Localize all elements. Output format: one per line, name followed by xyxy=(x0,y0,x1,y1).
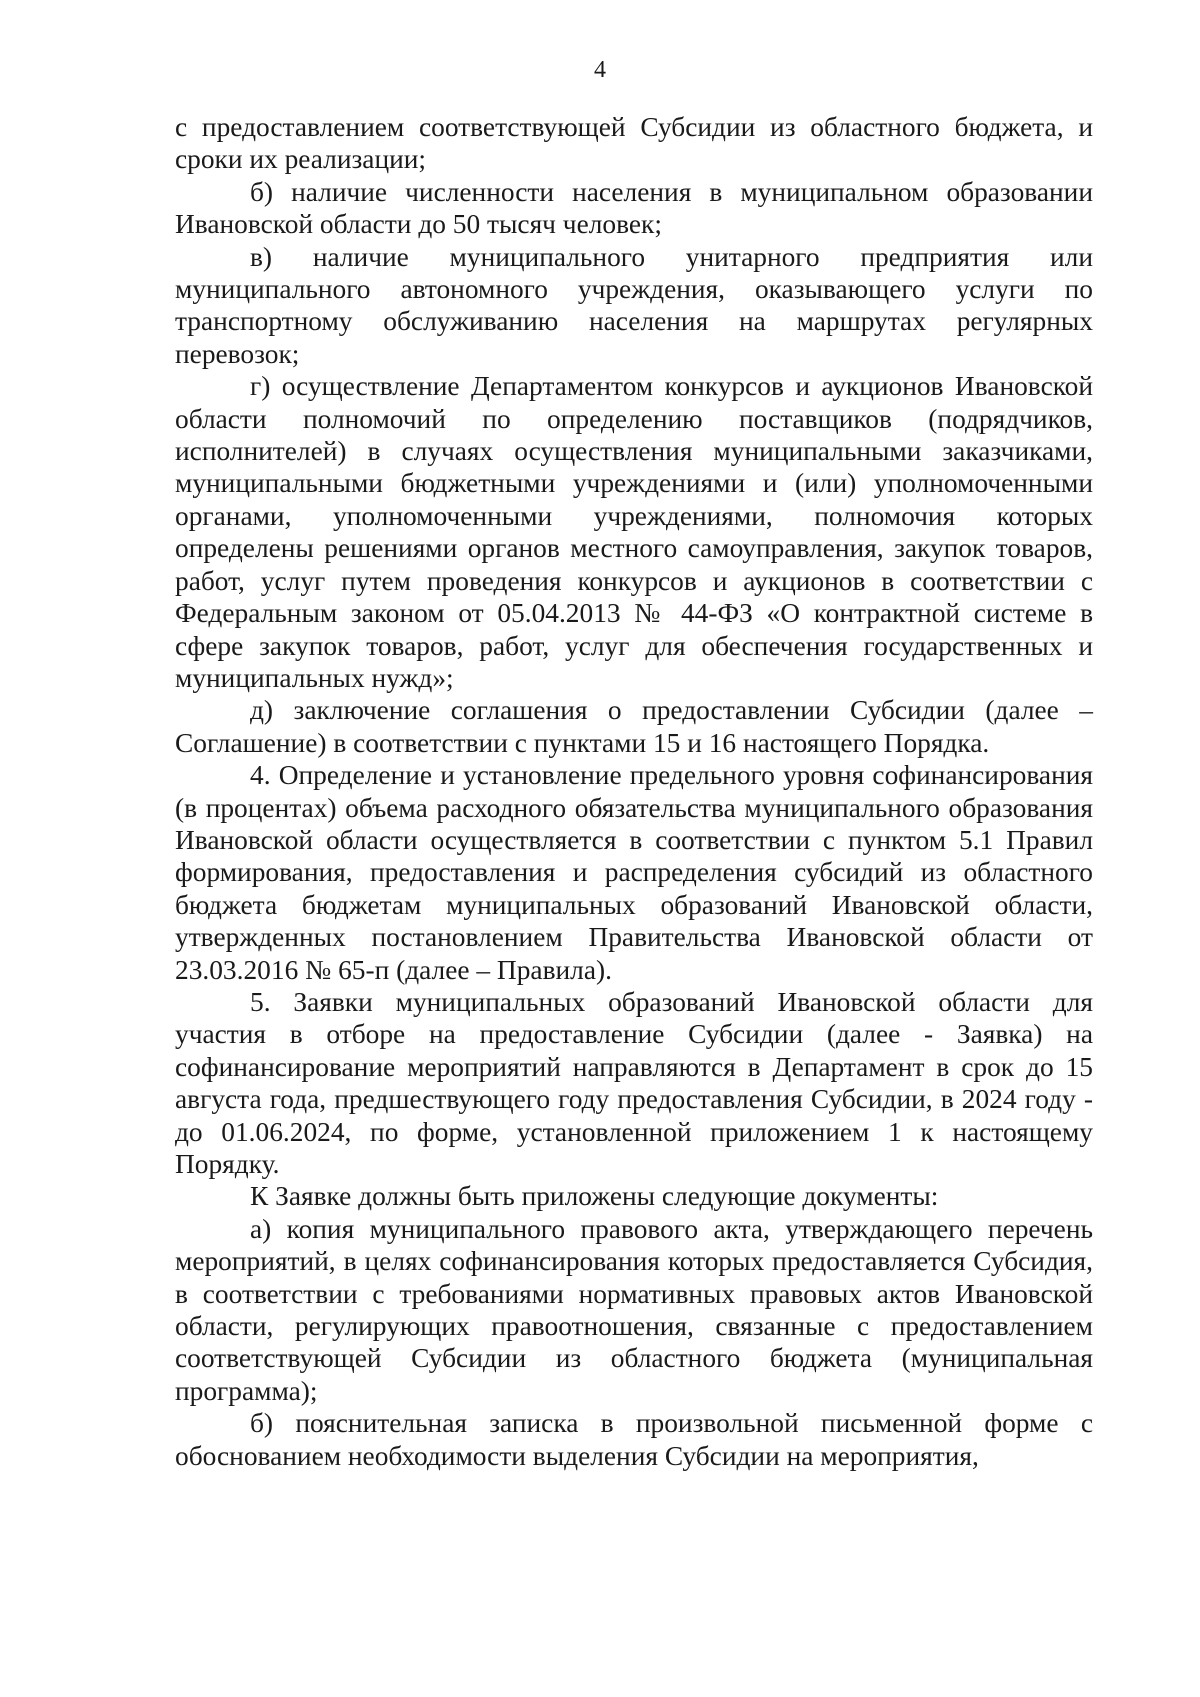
paragraph-continuation: с предоставлением соответствующей Субсидии из областного бюджета, и сроки их реализации; xyxy=(175,112,1093,175)
paragraph-item-g-procurement: г) осуществление Департаментом конкурсов и аукционов Ивановской области полномочий по определению поставщиков (подрядчиков, исполнителей) в случаях осуществления муниципальными заказчиками, муниципальными бюджетными учреждениями и (или) уполномоченными органами, уполномоченными учреждениями, полномочия которых определены решениями органов местного самоуправления, закупок товаров, работ, услуг путем проведения конкурсов и аукционов в соответствии с Федеральным законом от 05.04.2013 № 44-ФЗ «О контрактной системе в сфере закупок товаров, работ, услуг для обеспечения государственных и муниципальных нужд»; xyxy=(175,371,1093,693)
paragraph-clause-5: 5. Заявки муниципальных образований Ивановской области для участия в отборе на предоставление Субсидии (далее - Заявка) на софинансирование мероприятий направляются в Департамент в срок до 15 августа года, предшествующего году предоставления Субсидии, в 2024 году - до 01.06.2024, по форме, установленной приложением 1 к настоящему Порядку. xyxy=(175,986,1093,1179)
paragraph-attachments-intro: К Заявке должны быть приложены следующие документы: xyxy=(250,1181,939,1212)
paragraph-item-v-enterprise: в) наличие муниципального унитарного предприятия или муниципального автономного учреждения, оказывающего услуги по транспортному обслуживанию населения на маршрутах регулярных перевозок; xyxy=(175,241,1093,369)
document-body xyxy=(175,111,1093,1472)
paragraph-attachment-a: а) копия муниципального правового акта, утверждающего перечень мероприятий, в целях софинансирования которых предоставляется Субсидия, в соответствии с требованиями нормативных правовых актов Ивановской области, регулирующих правоотношения, связанные с предоставлением соответствующей Субсидии из областного бюджета (муниципальная программа); xyxy=(175,1213,1093,1406)
page-number: 4 xyxy=(594,57,606,83)
paragraph-clause-4: 4. Определение и установление предельного уровня софинансирования (в процентах) объема расходного обязательства муниципального образования Ивановской области осуществляется в соответствии с пунктом 5.1 Правил формирования, предоставления и распределения субсидий из областного бюджета бюджетам муниципальных образований Ивановской области, утвержденных постановлением Правительства Ивановской области от 23.03.2016 № 65-п (далее – Правила). xyxy=(175,760,1093,985)
paragraph-item-b-population: б) наличие численности населения в муниципальном образовании Ивановской области до 50 тысяч человек; xyxy=(175,176,1093,240)
paragraph-attachment-b: б) пояснительная записка в произвольной письменной форме с обоснованием необходимости выделения Субсидии на мероприятия, xyxy=(175,1408,1093,1471)
paragraph-item-d-agreement: д) заключение соглашения о предоставлении Субсидии (далее – Соглашение) в соответствии с пунктами 15 и 16 настоящего Порядка. xyxy=(175,695,1093,758)
